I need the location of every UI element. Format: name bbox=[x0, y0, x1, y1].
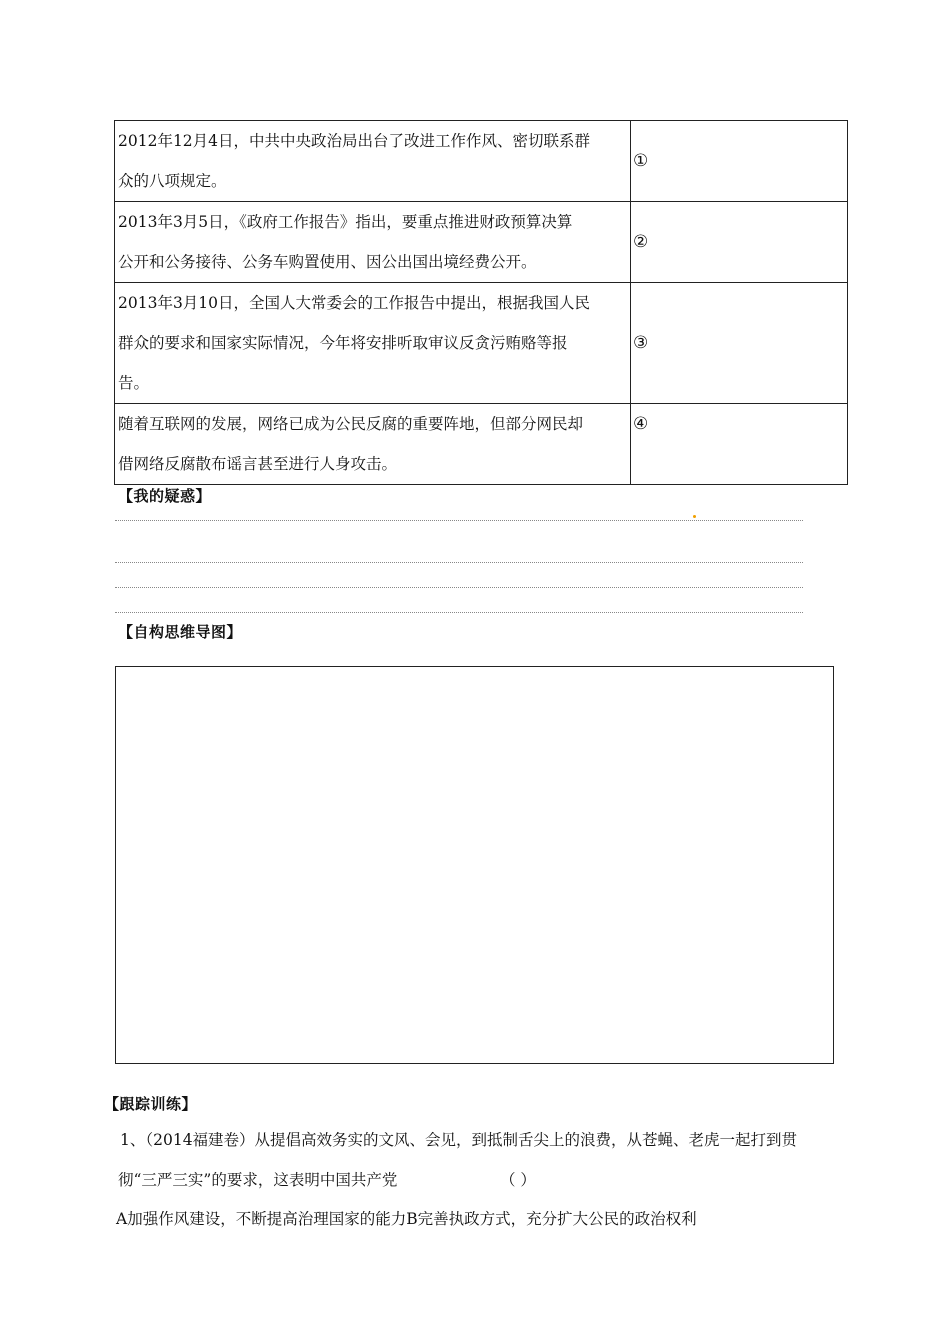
event-text-line: 随着互联网的发展，网络已成为公民反腐的重要阵地，但部分网民却 bbox=[118, 415, 584, 433]
question-1-line-1: 1、（2014福建卷）从提倡高效务实的文风、会见，到抵制舌尖上的浪费，从苍蝇、老虎一起打到贯 bbox=[120, 1131, 798, 1149]
event-text-line: 众的八项规定。 bbox=[118, 172, 227, 190]
writing-line bbox=[115, 612, 803, 613]
event-text-line: 借网络反腐散布谣言甚至进行人身攻击。 bbox=[118, 455, 398, 473]
mindmap-heading: 【自构思维导图】 bbox=[118, 623, 243, 641]
answer-cell bbox=[631, 202, 848, 283]
event-text-line: 群众的要求和国家实际情况，今年将安排听取审议反贪污贿赂等报 bbox=[118, 334, 568, 352]
answer-blank[interactable]: （ ） bbox=[500, 1171, 536, 1189]
writing-line bbox=[115, 587, 803, 588]
circled-number-marker: ① bbox=[633, 151, 649, 171]
circled-number-marker: ④ bbox=[633, 414, 649, 434]
doubts-heading: 【我的疑惑】 bbox=[118, 487, 212, 505]
table-row bbox=[115, 404, 848, 485]
table-row bbox=[115, 202, 848, 283]
event-text-line: 告。 bbox=[118, 374, 150, 392]
circled-number-marker: ③ bbox=[633, 333, 649, 353]
stray-dot bbox=[693, 515, 696, 518]
event-text-cell bbox=[115, 202, 631, 283]
table-row bbox=[115, 121, 848, 202]
event-text-cell bbox=[115, 283, 631, 404]
question-1-options: A加强作风建设，不断提高治理国家的能力B完善执政方式，充分扩大公民的政治权利 bbox=[116, 1210, 697, 1228]
answer-cell bbox=[631, 404, 848, 485]
question-1-line-2: 彻“三严三实”的要求，这表明中国共产党 bbox=[118, 1171, 398, 1189]
table-row bbox=[115, 283, 848, 404]
event-text-line: 2013年3月5日，《政府工作报告》指出，要重点推进财政预算决算 bbox=[118, 213, 573, 231]
event-text-line: 公开和公务接待、公务车购置使用、因公出国出境经费公开。 bbox=[118, 253, 537, 271]
answer-cell bbox=[631, 121, 848, 202]
events-table bbox=[114, 120, 848, 485]
event-text-cell bbox=[115, 121, 631, 202]
mindmap-drawing-area[interactable] bbox=[115, 666, 834, 1064]
writing-line bbox=[115, 520, 803, 521]
writing-line bbox=[115, 562, 803, 563]
practice-heading: 【跟踪训练】 bbox=[104, 1095, 198, 1113]
event-text-line: 2013年3月10日，全国人大常委会的工作报告中提出，根据我国人民 bbox=[118, 294, 591, 312]
circled-number-marker: ② bbox=[633, 232, 649, 252]
answer-cell bbox=[631, 283, 848, 404]
event-text-line: 2012年12月4日，中共中央政治局出台了改进工作作风、密切联系群 bbox=[118, 132, 591, 150]
event-text-cell bbox=[115, 404, 631, 485]
